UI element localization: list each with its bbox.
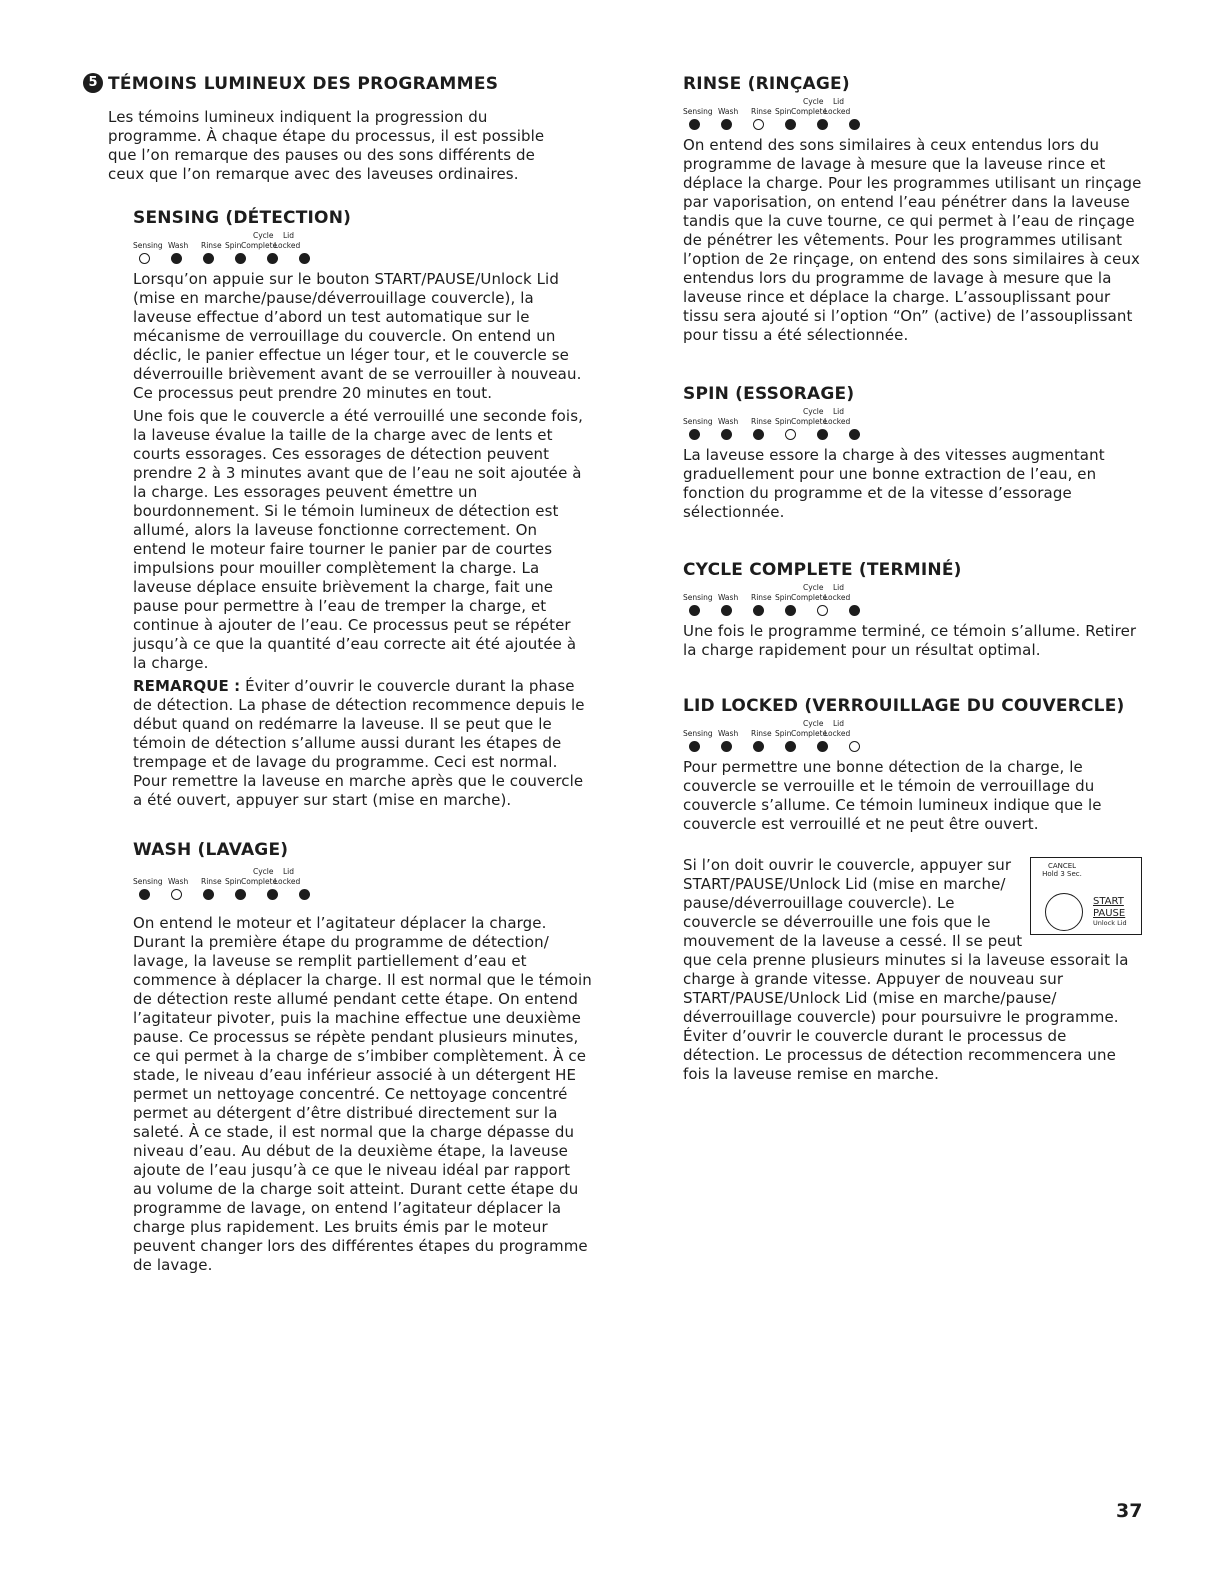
- section-paragraph: Une fois le programme terminé, ce témoin s’allume. Retirer la charge rapidement pour un résultat optimal.: [683, 622, 1137, 659]
- indicator-dot: [849, 429, 860, 440]
- indicator-label-complete: Complete: [241, 877, 278, 886]
- section-sensing: [133, 208, 593, 810]
- indicator-label-lid: Lid: [833, 407, 845, 416]
- indicator-label-locked: Locked: [824, 593, 851, 602]
- indicator-dot: [817, 429, 828, 440]
- indicator-dot: [171, 253, 182, 264]
- status-indicator-row: [683, 582, 898, 622]
- indicator-label-complete: Complete: [791, 593, 828, 602]
- indicator-dot: [267, 889, 278, 900]
- intro-line: programme. À chaque étape du processus, il est possible: [108, 127, 545, 145]
- section-title: SPIN (ESSORAGE): [683, 384, 855, 404]
- indicator-label-rinse: Rinse: [751, 729, 772, 738]
- section-spin: [683, 384, 1143, 522]
- indicator-dot: [721, 119, 732, 130]
- indicator-dot: [203, 889, 214, 900]
- indicator-label-locked: Locked: [274, 877, 301, 886]
- intro-line: que l’on remarque des pauses ou des sons différents de: [108, 146, 535, 164]
- section-title: LID LOCKED (VERROUILLAGE DU COUVERCLE): [683, 696, 1125, 716]
- indicator-label-complete: Complete: [791, 729, 828, 738]
- indicator-label-locked: Locked: [824, 107, 851, 116]
- start-pause-circle-icon: [1045, 893, 1083, 931]
- indicator-dot: [721, 605, 732, 616]
- indicator-dot: [785, 119, 796, 130]
- indicator-label-lid: Lid: [283, 867, 295, 876]
- indicator-label-sensing: Sensing: [133, 877, 163, 886]
- indicator-dot-active: [139, 253, 150, 264]
- intro-paragraph: [108, 108, 578, 184]
- section-paragraph: On entend des sons similaires à ceux entendus lors du programme de lavage à mesure que la laveuse rince et déplace la charge. Pour les programmes utilisant un rinçage par vaporisation, on entend l’eau pénétrer dans la laveuse tandis que la cuve tourne, ce qui permet à l’eau de rinçage de pénétrer les vêtements. Pour les programmes utilisant l’option de 2e rinçage, on entend des sons similaires à ceux entendus lors du programme de lavage à mesure que la laveuse rince et déplace la charge. L’assouplissant pour tissu sera ajouté si l’option “On” (active) de l’assouplissant pour tissu a été sélectionnée.: [683, 136, 1142, 344]
- indicator-dot: [753, 429, 764, 440]
- section-paragraph: Pour permettre une bonne détection de la charge, le couvercle se verrouille et le témoin de verrouillage du couvercle s’allume. Ce témoin lumineux indique que le couvercle est verrouillé et ne peut être ouvert.: [683, 758, 1102, 833]
- indicator-label-wash: Wash: [718, 593, 739, 602]
- indicator-dot-active: [785, 429, 796, 440]
- indicator-label-wash: Wash: [718, 417, 739, 426]
- indicator-dot: [299, 253, 310, 264]
- indicator-label-sensing: Sensing: [683, 107, 713, 116]
- cancel-label-line: CANCEL: [1047, 862, 1077, 870]
- indicator-label-wash: Wash: [168, 877, 189, 886]
- section-wash: [133, 840, 593, 1275]
- indicator-dot: [721, 429, 732, 440]
- start-pause-button-illustration: [1030, 857, 1142, 935]
- indicator-dot: [235, 889, 246, 900]
- page-title: TÉMOINS LUMINEUX DES PROGRAMMES: [108, 74, 499, 94]
- indicator-dot: [689, 119, 700, 130]
- section-title: SENSING (DÉTECTION): [133, 208, 352, 228]
- indicator-dot: [203, 253, 214, 264]
- indicator-label-sensing: Sensing: [683, 593, 713, 602]
- status-indicator-row: [683, 96, 898, 136]
- indicator-dot: [299, 889, 310, 900]
- indicator-label-cycle: Cycle: [803, 583, 824, 592]
- indicator-label-sensing: Sensing: [683, 417, 713, 426]
- indicator-label-complete: Complete: [791, 107, 828, 116]
- indicator-dot: [817, 119, 828, 130]
- indicator-label-wash: Wash: [168, 241, 189, 250]
- indicator-dot: [753, 605, 764, 616]
- indicator-label-lid: Lid: [833, 97, 845, 106]
- step-number-badge: 5: [83, 73, 103, 93]
- indicator-dot: [689, 741, 700, 752]
- indicator-dot: [689, 605, 700, 616]
- start-label: START: [1093, 896, 1124, 907]
- section-title: CYCLE COMPLETE (TERMINÉ): [683, 560, 962, 580]
- cancel-label: [1031, 862, 1093, 878]
- indicator-label-cycle: Cycle: [803, 719, 824, 728]
- indicator-label-spin: Spin: [775, 107, 792, 116]
- lid-unlock-text: Si l’on doit ouvrir le couvercle, appuyer sur START/PAUSE/Unlock Lid (mise en marche/ pause/déverrouillage couvercle). Le couvercle se déverrouille une fois que le mouvement de la laveuse a cessé. Il se peut que cela prenne plusieurs minutes si la laveuse essorait la charge à grande vitesse. Appuyer de nouveau sur START/PAUSE/Unlock Lid (mise en marche/pause/ déverrouillage couvercle) pour poursuivre le programme. Éviter d’ouvrir le couvercle durant le processus de détection. Le processus de détection recommencera une fois la laveuse remise en marche.: [683, 856, 1129, 1083]
- indicator-label-rinse: Rinse: [751, 593, 772, 602]
- section-paragraph: Lorsqu’on appuie sur le bouton START/PAUSE/Unlock Lid (mise en marche/pause/déverrouillage couvercle), la laveuse effectue d’abord un test automatique sur le mécanisme de verrouillage du couvercle. On entend un déclic, le panier effectue un léger tour, et le couvercle se déverrouille brièvement avant de se verrouiller à nouveau. Ce processus peut prendre 20 minutes en tout.: [133, 270, 582, 402]
- unlock-lid-label: Unlock Lid: [1093, 919, 1127, 927]
- intro-line: Les témoins lumineux indiquent la progression du: [108, 108, 488, 126]
- indicator-label-sensing: Sensing: [133, 241, 163, 250]
- indicator-dot: [849, 605, 860, 616]
- indicator-label-complete: Complete: [791, 417, 828, 426]
- indicator-dot: [849, 119, 860, 130]
- indicator-label-cycle: Cycle: [253, 867, 274, 876]
- indicator-dot: [785, 741, 796, 752]
- page-number: 37: [1116, 1500, 1143, 1522]
- indicator-label-complete: Complete: [241, 241, 278, 250]
- indicator-label-rinse: Rinse: [201, 877, 222, 886]
- indicator-dot: [689, 429, 700, 440]
- indicator-label-spin: Spin: [775, 593, 792, 602]
- indicator-label-rinse: Rinse: [201, 241, 222, 250]
- indicator-label-spin: Spin: [775, 729, 792, 738]
- indicator-label-spin: Spin: [225, 877, 242, 886]
- indicator-label-locked: Locked: [824, 417, 851, 426]
- indicator-dot: [753, 741, 764, 752]
- indicator-label-locked: Locked: [824, 729, 851, 738]
- section-title: RINSE (RINÇAGE): [683, 74, 850, 94]
- indicator-dot: [267, 253, 278, 264]
- indicator-label-locked: Locked: [274, 241, 301, 250]
- indicator-dot: [817, 741, 828, 752]
- indicator-label-lid: Lid: [833, 583, 845, 592]
- indicator-label-lid: Lid: [833, 719, 845, 728]
- section-rinse: [683, 74, 1143, 345]
- indicator-dot: [139, 889, 150, 900]
- indicator-label-rinse: Rinse: [751, 107, 772, 116]
- indicator-label-sensing: Sensing: [683, 729, 713, 738]
- cancel-label-line: Hold 3 Sec.: [1042, 870, 1082, 878]
- indicator-label-spin: Spin: [775, 417, 792, 426]
- indicator-label-wash: Wash: [718, 729, 739, 738]
- indicator-label-cycle: Cycle: [803, 97, 824, 106]
- indicator-label-wash: Wash: [718, 107, 739, 116]
- status-indicator-row: [133, 230, 348, 270]
- indicator-label-cycle: Cycle: [803, 407, 824, 416]
- note-paragraph: [133, 677, 593, 810]
- section-title: WASH (LAVAGE): [133, 840, 289, 860]
- note-text: Éviter d’ouvrir le couvercle durant la phase de détection. La phase de détection recommence depuis le début quand on redémarre la laveuse. Il se peut que le témoin de détection s’allume aussi durant les étapes de trempage et de lavage du programme. Ceci est normal. Pour remettre la laveuse en marche après que le couvercle a été ouvert, appuyer sur start (mise en marche).: [133, 677, 585, 809]
- intro-line: ceux que l’on remarque avec des laveuses ordinaires.: [108, 165, 519, 183]
- indicator-dot-active: [817, 605, 828, 616]
- indicator-dot-active: [753, 119, 764, 130]
- section-lid-locked: [683, 696, 1143, 834]
- status-indicator-row: [683, 406, 898, 446]
- pause-label: PAUSE: [1093, 908, 1126, 919]
- indicator-dot: [721, 741, 732, 752]
- indicator-label-rinse: Rinse: [751, 417, 772, 426]
- note-label: REMARQUE :: [133, 677, 241, 695]
- indicator-label-lid: Lid: [283, 231, 295, 240]
- indicator-dot: [785, 605, 796, 616]
- indicator-dot-active: [171, 889, 182, 900]
- section-paragraph: On entend le moteur et l’agitateur déplacer la charge. Durant la première étape du programme de détection/ lavage, la laveuse se remplit partiellement d’eau et commence à déplacer la charge. Il est normal que le témoin de détection reste allumé pendant cette étape. On entend l’agitateur pivoter, puis la machine effectue une deuxième pause. Ce processus se répète pendant plusieurs minutes, ce qui permet à la charge de s’imbiber complètement. À ce stade, le niveau d’eau inférieur associé à un détergent HE permet un nettoyage concentré. Ce nettoyage concentré permet au détergent d’être distribué directement sur la saleté. À ce stade, il est normal que la charge dépasse du niveau d’eau. Au début de la deuxième étape, la laveuse ajoute de l’eau jusqu’à ce que le niveau idéal par rapport au volume de la charge soit atteint. Durant cette étape du programme de lavage, on entend l’agitateur déplacer la charge plus rapidement. Les bruits émis par le moteur peuvent changer lors des différentes étapes du programme de lavage.: [133, 914, 592, 1274]
- status-indicator-row: [683, 718, 898, 758]
- indicator-dot: [235, 253, 246, 264]
- status-indicator-row: [133, 866, 348, 906]
- indicator-label-spin: Spin: [225, 241, 242, 250]
- indicator-label-cycle: Cycle: [253, 231, 274, 240]
- section-paragraph: La laveuse essore la charge à des vitesses augmentant graduellement pour une bonne extraction de l’eau, en fonction du programme et de la vitesse d’essorage sélectionnée.: [683, 446, 1105, 521]
- section-cycle-complete: [683, 560, 1153, 660]
- indicator-dot-active: [849, 741, 860, 752]
- section-paragraph: Une fois que le couvercle a été verrouillé une seconde fois, la laveuse évalue la taille de la charge avec de lents et courts essorages. Ces essorages de détection peuvent prendre 2 à 3 minutes avant que de l’eau ne soit ajoutée à la charge. Les essorages peuvent émettre un bourdonnement. Si le témoin lumineux de détection est allumé, alors la laveuse fonctionne correctement. On entend le moteur faire tourner le panier par de courtes impulsions pour mouiller complètement la charge. La laveuse déplace ensuite brièvement la charge, fait une pause pour permettre à l’eau de tremper la charge, et continue à ajouter de l’eau. Ce processus peut se répéter jusqu’à ce que la quantité d’eau correcte ait été ajoutée à la charge.: [133, 407, 583, 672]
